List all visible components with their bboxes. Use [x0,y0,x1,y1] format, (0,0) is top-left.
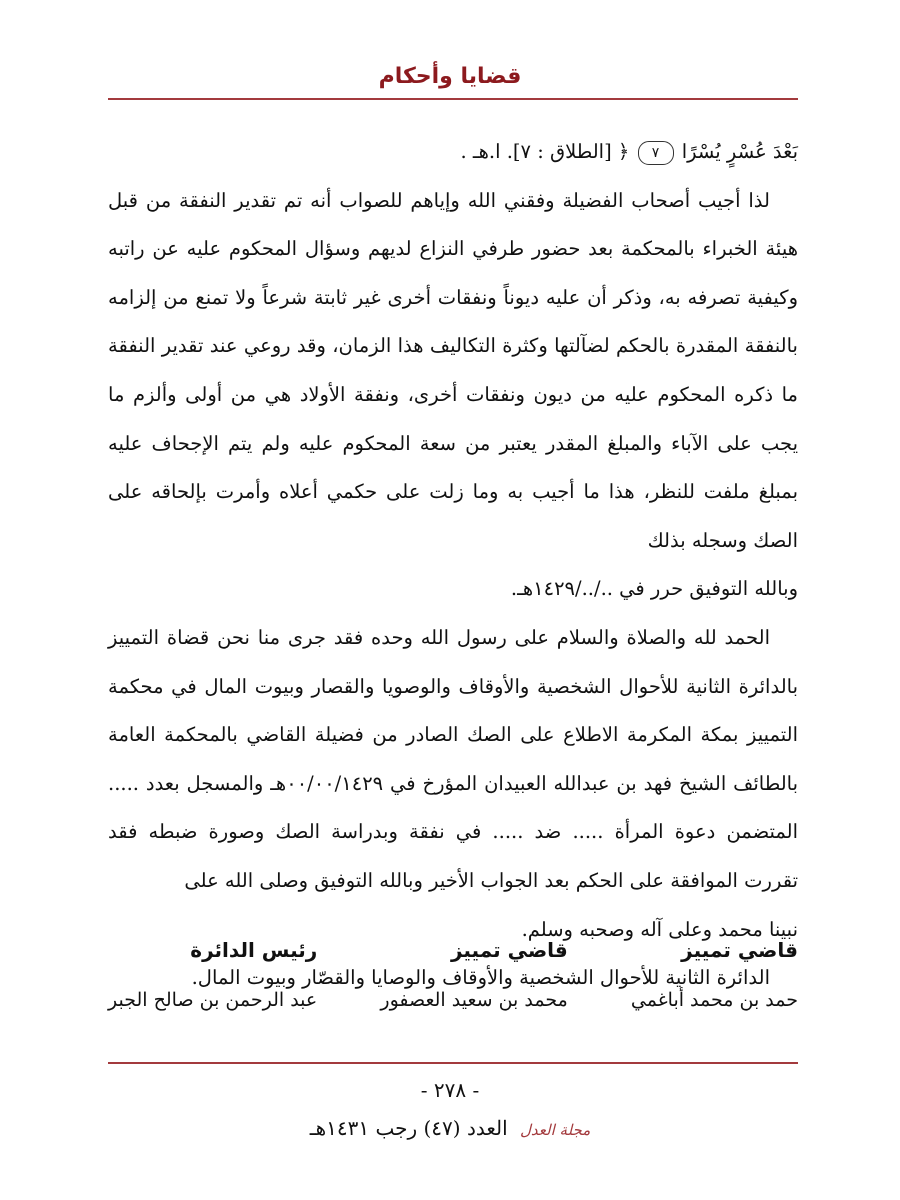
signature-circuit-head [108,930,317,1030]
appeal-paragraph: الحمد لله والصلاة والسلام على رسول الله وحده فقد جرى منا نحن قضاة التمييز بالدائرة الثانية للأحوال الشخصية والأوقاف والوصويا والقصار وبيوت المال في محكمة التمييز بمكة المكرمة الاطلاع على الصك الصادر من فضيلة القاضي بالمحكمة العامة بالطائف الشيخ فهد بن عبدالله العبيدان المؤرخ في ٠٠/٠٠/١٤٢٩هـ والمسجل بعدد ..... المتضمن دعوة المرأة ..... ضد ..... في نفقة وبدراسة الصك وصورة ضبطه فقد تقررت الموافقة على الحكم بعد الجواب الأخير وبالله التوفيق وصلى الله على [108,625,798,892]
verse-text: بَعْدَ عُسْرٍ يُسْرًا [681,140,798,163]
ruling-paragraph-closing: وبالله التوفيق حرر في ../../١٤٢٩هـ. [510,577,798,601]
signature-title: رئيس الدائرة [190,938,318,962]
signature-title: قاضي تمييز [681,938,798,962]
signature-title: قاضي تمييز [450,938,568,962]
header-divider [108,98,798,100]
ayah-number-icon: ٧ [638,141,674,165]
issue-info: العدد (٤٧) رجب ١٤٣١هـ [309,1116,508,1140]
appeal-paragraph-closing: نبينا محمد وعلى آله وصحبه وسلم. [521,917,798,941]
signature-name: محمد بن سعيد العصفور [380,989,568,1011]
signature-judge-2 [380,930,567,1030]
ruling-paragraph: لذا أجيب أصحاب الفضيلة وفقني الله وإياهم للصواب أنه تم تقدير النفقة من قبل هيئة الخبراء بالمحكمة بعد حضور طرفي النزاع لديهم وسؤال المحكوم عليه عن راتبه وكيفية تصرفه به، وذكر أن عليه ديوناً ونفقات أخرى غير ثابتة شرعاً ولا تمنع من إلزامه بالنفقة المقدرة بالحكم لضآلتها وكثرة التكاليف هذا الزمان، وقد روعي عند تقدير النفقة ما ذكره المحكوم عليه من ديون ونفقات أخرى، ونفقة الأولاد هي من أولى وألزم ما يجب على الآباء والمبلغ المقدر يعتبر من سعة المحكوم عليه ولم يتم الإجحاف عليه بمبلغ ملفت للنظر، هذا ما أجيب به وما زلت على حكمي أعلاه وأمرت بإلحاقه على الصك وسجله بذلك [108,188,798,552]
circuit-name: الدائرة الثانية للأحوال الشخصية والأوقاف والوصايا والقصّار وبيوت المال. [191,966,770,990]
journal-logo: مجلة العدل [520,1121,591,1139]
page-number: - ٢٧٨ - [420,1078,480,1102]
signature-name: عبد الرحمن بن صالح الجبر [108,989,318,1011]
page-header-title: قضايا وأحكام [378,64,522,89]
signature-block [108,930,798,1030]
signature-name: حمد بن محمد أباغمي [630,989,798,1011]
footer-divider [108,1062,798,1064]
signature-judge-1 [631,930,798,1030]
verse-reference: ﴿ [الطلاق : ٧]. ا.هـ . [460,140,630,163]
footer-issue-line [0,1116,900,1140]
verse-line [108,128,798,177]
document-body [108,128,798,1003]
